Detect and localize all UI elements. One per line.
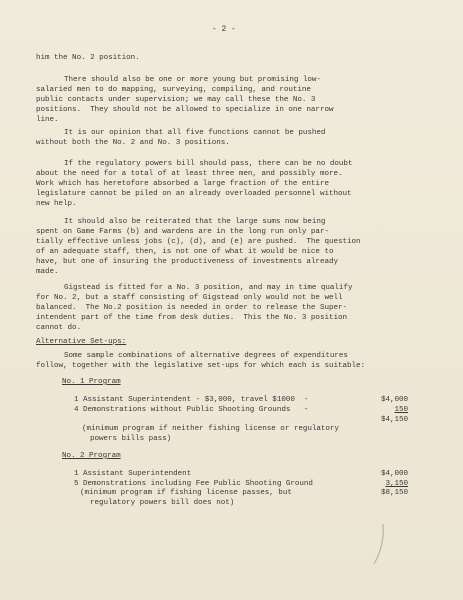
text-line: spent on Game Farms (b) and wardens are in the long run only par- (36, 228, 329, 236)
program-heading: No. 1 Program (62, 378, 121, 386)
section-heading: Alternative Set-ups: (36, 338, 127, 346)
text-line: have, but one of insuring the productiveness of investments already (36, 258, 338, 266)
text-line: It should also be reiterated that the large sums now being (64, 218, 326, 226)
text-line: intendent part of the time from desk duties. This the No. 3 position (36, 314, 347, 322)
text-line: new help. (36, 200, 77, 208)
text-line: It is our opinion that all five functions cannot be pushed (64, 129, 326, 137)
text-line: If the regulatory powers bill should pass, there can be no doubt (64, 160, 353, 168)
text-line: of an adequate staff, then, is not one of what it would be nice to (36, 248, 334, 256)
program-amount: 3,150 (385, 480, 408, 488)
text-line: tially effective unless jobs (c), (d), and (e) are pushed. The question (36, 238, 361, 246)
text-line: public contacts under supervision; we may call these the No. 3 (36, 96, 316, 104)
text-line: balanced. The No.2 position is needed in order to release the Super- (36, 304, 347, 312)
text-line: Gigstead is fitted for a No. 3 position, and may in time qualify (64, 284, 353, 292)
text-line: him the No. 2 position. (36, 54, 140, 62)
program-item: 1 Assistant Superintendent (74, 470, 192, 478)
text-line: made. (36, 268, 59, 276)
text-line: Work which has heretofore absorbed a large fraction of the entire (36, 180, 329, 188)
text-line: legislature cannot be piled on an already overloaded personnel without (36, 190, 352, 198)
program-heading: No. 2 Program (62, 452, 121, 460)
pencil-mark (368, 522, 388, 568)
text-line: about the need for a total of at least three men, and possibly more. (36, 170, 343, 178)
page-number: - 2 - (212, 25, 236, 34)
program-amount: $4,000 (380, 396, 408, 404)
text-line: line. (36, 116, 59, 124)
text-line: There should also be one or more young but promising low- (64, 76, 321, 84)
program-amount: 150 (394, 406, 408, 414)
text-line: follow, together with the legislative set-ups for which each is suitable: (36, 362, 366, 370)
text-line: cannot do. (36, 324, 82, 332)
text-line: for No. 2, but a staff consisting of Gigstead only would not be well (36, 294, 343, 302)
text-line: positions. They should not be allowed to specialize in one narrow (36, 106, 334, 114)
program-note: regulatory powers bill does not) (90, 499, 235, 507)
text-line: Some sample combinations of alternative degrees of expenditures (64, 352, 348, 360)
program-note: powers bills pass) (90, 435, 172, 443)
program-item: 1 Assistant Superintendent - $3,000, travel $1000 - (74, 396, 309, 404)
program-total: $4,150 (380, 416, 408, 424)
program-amount: $4,000 (380, 470, 408, 478)
text-line: salaried men to do mapping, surveying, compiling, and routine (36, 86, 311, 94)
program-note: (minimum program if fishing license passes, but (80, 489, 292, 497)
program-item: 5 Demonstrations including Fee Public Shooting Ground (74, 480, 313, 488)
program-item: 4 Demonstrations without Public Shooting Grounds - (74, 406, 309, 414)
text-line: without both the No. 2 and No. 3 positions. (36, 139, 230, 147)
program-total: $8,150 (380, 489, 408, 497)
program-note: (minimum program if neither fishing license or regulatory (82, 425, 339, 433)
